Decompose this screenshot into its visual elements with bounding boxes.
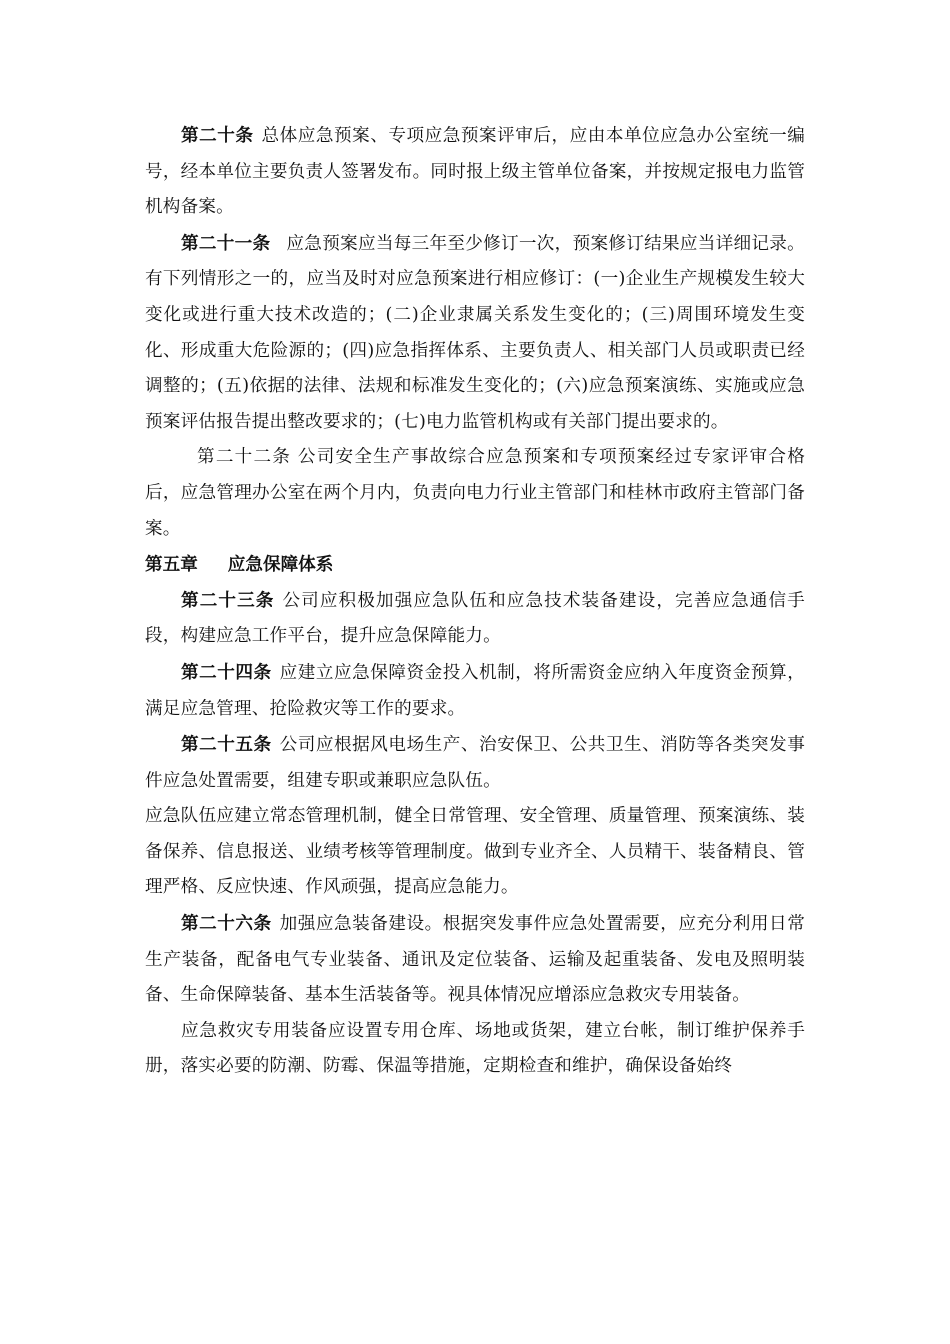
article-20 [145,118,805,226]
paragraph-text: 应急救灾专用装备应设置专用仓库、场地或货架，建立台帐，制订维护保养手册，落实必要的防潮、防霉、保温等措施，定期检查和维护，确保设备始终 [145,1020,805,1077]
article-text: 公司应根据风电场生产、治安保卫、公共卫生、消防等各类突发事件应急处置需要，组建专职或兼职应急队伍。 [145,735,805,791]
chapter-heading [145,547,805,583]
article-26 [145,906,805,1014]
chapter-number: 第五章 [145,554,198,576]
article-22 [145,440,805,547]
article-23 [145,583,805,655]
chapter-title: 应急保障体系 [227,554,334,576]
article-24 [145,655,805,727]
article-21 [145,226,805,441]
document-page [145,118,805,1085]
article-number: 第二十四条 [181,661,272,683]
paragraph-text: 应急队伍应建立常态管理机制，健全日常管理、安全管理、质量管理、预案演练、装备保养、信息报送、业绩考核等管理制度。做到专业齐全、人员精干、装备精良、管理严格、反应快速、作风顽强，提高应急能力。 [145,806,805,898]
article-number: 第二十条 [181,125,254,146]
article-text: 应建立应急保障资金投入机制，将所需资金应纳入年度资金预算，满足应急管理、抢险救灾等工作的要求。 [145,662,805,719]
equipment-storage-paragraph [145,1014,805,1085]
article-number: 第二十一条 [181,232,271,254]
article-25 [145,727,805,799]
article-number: 第二十三条 [181,589,275,611]
team-management-paragraph [145,799,805,906]
article-number: 第二十六条 [181,913,272,935]
article-text: 总体应急预案、专项应急预案评审后，应由本单位应急办公室统一编号，经本单位主要负责人签署发布。同时报上级主管单位备案，并按规定报电力监管机构备案。 [145,126,805,218]
article-text: 加强应急装备建设。根据突发事件应急处置需要，应充分利用日常生产装备，配备电气专业装备、通讯及定位装备、运输及起重装备、发电及照明装备、生命保障装备、基本生活装备等。视具体情况应增添应急救灾专用装备。 [145,914,805,1006]
article-text: 公司应积极加强应急队伍和应急技术装备建设，完善应急通信手段，构建应急工作平台，提升应急保障能力。 [145,590,805,647]
article-number: 第二十五条 [181,734,272,756]
article-text: 应急预案应当每三年至少修订一次，预案修订结果应当详细记录。有下列情形之一的，应当及时对应急预案进行相应修订：(一)企业生产规模发生较大变化或进行重大技术改造的；(二)企业隶属关系发生变化的；(三)周围环境发生变化、形成重大危险源的；(四)应急指挥体系、主要负责人、相关部门人员或职责已经调整的；(五)依据的法律、法规和标准发生变化的；(六)应急预案演练、实施或应急预案评估报告提出整改要求的；(七)电力监管机构或有关部门提出要求的。 [145,233,805,432]
article-text: 第二十二条 公司安全生产事故综合应急预案和专项预案经过专家评审合格后，应急管理办公室在两个月内，负责向电力行业主管部门和桂林市政府主管部门备案。 [145,447,805,539]
